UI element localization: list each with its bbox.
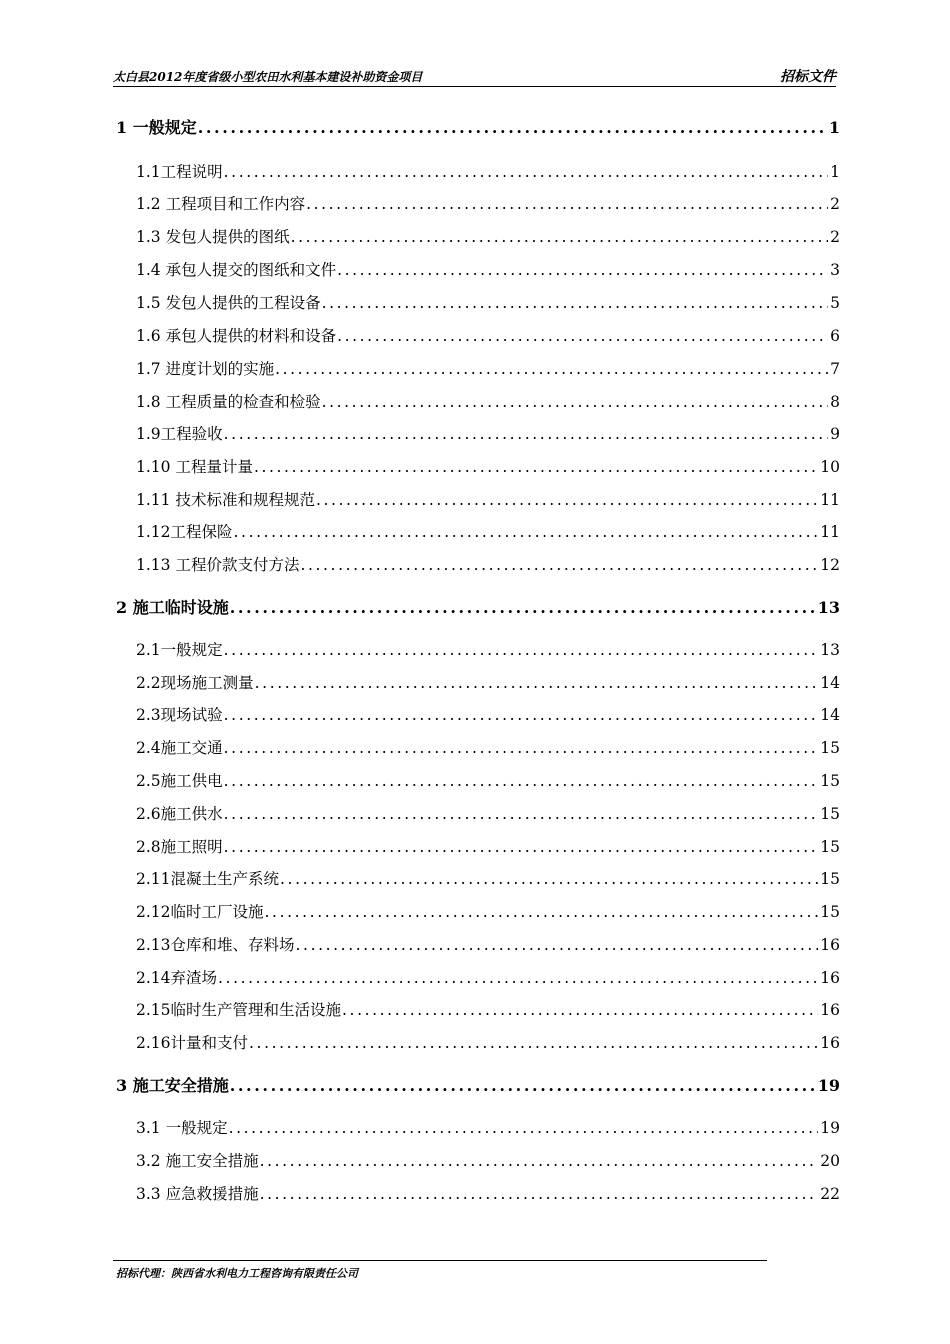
toc-chapter-entry[interactable] xyxy=(116,1074,840,1098)
toc-section-entry[interactable] xyxy=(136,703,840,727)
toc-dot-leader xyxy=(265,900,819,924)
toc-section-entry[interactable] xyxy=(136,736,840,760)
toc-page-number: 15 xyxy=(820,805,840,823)
toc-section-entry[interactable] xyxy=(136,291,840,315)
toc-page-number: 7 xyxy=(830,360,840,378)
toc-page-number: 9 xyxy=(830,425,840,443)
toc-page-number: 13 xyxy=(817,598,840,617)
header-project-title: 太白县2012年度省级小型农田水利基本建设补助资金项目 xyxy=(113,70,423,84)
toc-entry-title: 1.5 发包人提供的工程设备 xyxy=(136,294,321,312)
toc-section-entry[interactable] xyxy=(136,802,840,826)
toc-section-entry[interactable] xyxy=(136,867,840,891)
toc-section-entry[interactable] xyxy=(136,769,840,793)
toc-section-entry[interactable] xyxy=(136,324,840,348)
toc-section-entry[interactable] xyxy=(136,225,840,249)
toc-dot-leader xyxy=(316,488,818,512)
toc-entry-title: 2.3现场试验 xyxy=(136,706,223,724)
toc-entry-title: 3 施工安全措施 xyxy=(116,1076,229,1095)
toc-page-number: 16 xyxy=(820,969,840,987)
toc-dot-leader xyxy=(224,802,819,826)
toc-dot-leader xyxy=(306,192,828,216)
toc-page-number: 19 xyxy=(820,1119,840,1137)
toc-dot-leader xyxy=(291,225,829,249)
toc-dot-leader xyxy=(275,357,828,381)
toc-page-number: 15 xyxy=(820,870,840,888)
toc-section-entry[interactable] xyxy=(136,553,840,577)
toc-entry-title: 3.1 一般规定 xyxy=(136,1119,228,1137)
toc-entry-title: 1.12工程保险 xyxy=(136,523,233,541)
toc-page-number: 2 xyxy=(830,228,840,246)
toc-section-entry[interactable] xyxy=(136,520,840,544)
toc-page-number: 15 xyxy=(820,739,840,757)
toc-section-entry[interactable] xyxy=(136,455,840,479)
toc-dot-leader xyxy=(255,671,819,695)
toc-dot-leader xyxy=(224,160,828,184)
toc-entry-title: 2.5施工供电 xyxy=(136,772,223,790)
toc-section-entry[interactable] xyxy=(136,1182,840,1206)
toc-entry-title: 2.4施工交通 xyxy=(136,739,223,757)
toc-dot-leader xyxy=(230,1074,816,1098)
toc-page-number: 22 xyxy=(820,1185,840,1203)
toc-entry-title: 1.4 承包人提交的图纸和文件 xyxy=(136,261,337,279)
footer-divider xyxy=(113,1260,767,1261)
toc-entry-title: 1 一般规定 xyxy=(116,118,197,137)
toc-section-entry[interactable] xyxy=(136,835,840,859)
toc-dot-leader xyxy=(337,258,828,282)
toc-chapter-entry[interactable] xyxy=(116,116,840,140)
toc-entry-title: 3.2 施工安全措施 xyxy=(136,1152,259,1170)
toc-section-entry[interactable] xyxy=(136,390,840,414)
toc-page-number: 16 xyxy=(820,936,840,954)
toc-dot-leader xyxy=(260,1182,819,1206)
toc-page-number: 8 xyxy=(830,393,840,411)
toc-section-entry[interactable] xyxy=(136,966,840,990)
toc-section-entry[interactable] xyxy=(136,357,840,381)
toc-section-entry[interactable] xyxy=(136,671,840,695)
toc-chapter-entry[interactable] xyxy=(116,596,840,620)
toc-dot-leader xyxy=(300,553,818,577)
toc-entry-title: 2.8施工照明 xyxy=(136,838,223,856)
toc-section-entry[interactable] xyxy=(136,998,840,1022)
toc-section-entry[interactable] xyxy=(136,638,840,662)
toc-entry-title: 1.9工程验收 xyxy=(136,425,223,443)
toc-dot-leader xyxy=(249,1031,818,1055)
toc-entry-title: 2.11混凝土生产系统 xyxy=(136,870,280,888)
toc-dot-leader xyxy=(234,520,819,544)
toc-page-number: 16 xyxy=(820,1001,840,1019)
toc-dot-leader xyxy=(198,116,827,140)
toc-section-entry[interactable] xyxy=(136,422,840,446)
toc-entry-title: 1.10 工程量计量 xyxy=(136,458,253,476)
toc-page-number: 10 xyxy=(820,458,840,476)
toc-page-number: 14 xyxy=(820,706,840,724)
toc-page-number: 11 xyxy=(820,523,840,541)
toc-dot-leader xyxy=(224,736,819,760)
toc-dot-leader xyxy=(224,835,819,859)
toc-entry-title: 2.6施工供水 xyxy=(136,805,223,823)
footer-agency: 招标代理：陕西省水利电力工程咨询有限责任公司 xyxy=(116,1267,358,1280)
toc-entry-title: 2.12临时工厂设施 xyxy=(136,903,264,921)
toc-page-number: 1 xyxy=(830,163,840,181)
toc-section-entry[interactable] xyxy=(136,933,840,957)
toc-entry-title: 2.2现场施工测量 xyxy=(136,674,254,692)
header-document-type: 招标文件 xyxy=(780,69,836,85)
toc-dot-leader xyxy=(224,703,819,727)
toc-page-number: 11 xyxy=(820,491,840,509)
toc-page-number: 15 xyxy=(820,772,840,790)
toc-dot-leader xyxy=(224,638,819,662)
toc-page-number: 20 xyxy=(820,1152,840,1170)
toc-dot-leader xyxy=(224,769,819,793)
toc-entry-title: 1.2 工程项目和工作内容 xyxy=(136,195,306,213)
toc-dot-leader xyxy=(260,1149,819,1173)
toc-entry-title: 3.3 应急救援措施 xyxy=(136,1185,259,1203)
toc-entry-title: 2.16计量和支付 xyxy=(136,1034,249,1052)
toc-entry-title: 1.1工程说明 xyxy=(136,163,223,181)
toc-section-entry[interactable] xyxy=(136,1116,840,1140)
toc-entry-title: 2.14弃渣场 xyxy=(136,969,218,987)
toc-page-number: 15 xyxy=(820,838,840,856)
toc-section-entry[interactable] xyxy=(136,488,840,512)
toc-dot-leader xyxy=(224,422,828,446)
toc-page-number: 15 xyxy=(820,903,840,921)
toc-entry-title: 2.13仓库和堆、存料场 xyxy=(136,936,295,954)
toc-entry-title: 1.13 工程价款支付方法 xyxy=(136,556,300,574)
page-header xyxy=(113,66,836,87)
toc-page-number: 12 xyxy=(820,556,840,574)
toc-section-entry[interactable] xyxy=(136,1031,840,1055)
toc-dot-leader xyxy=(296,933,819,957)
toc-dot-leader xyxy=(280,867,818,891)
toc-dot-leader xyxy=(218,966,818,990)
toc-page-number: 5 xyxy=(830,294,840,312)
toc-dot-leader xyxy=(229,1116,819,1140)
toc-entry-title: 1.7 进度计划的实施 xyxy=(136,360,275,378)
toc-section-entry[interactable] xyxy=(136,1149,840,1173)
toc-entry-title: 2.1一般规定 xyxy=(136,641,223,659)
toc-page-number: 16 xyxy=(820,1034,840,1052)
toc-entry-title: 1.11 技术标准和规程规范 xyxy=(136,491,315,509)
toc-page-number: 2 xyxy=(830,195,840,213)
toc-entry-title: 1.8 工程质量的检查和检验 xyxy=(136,393,321,411)
toc-entry-title: 2 施工临时设施 xyxy=(116,598,229,617)
toc-entry-title: 2.15临时生产管理和生活设施 xyxy=(136,1001,342,1019)
toc-dot-leader xyxy=(322,291,829,315)
toc-dot-leader xyxy=(230,596,816,620)
toc-entry-title: 1.3 发包人提供的图纸 xyxy=(136,228,290,246)
toc-page-number: 1 xyxy=(828,118,840,137)
toc-page-number: 13 xyxy=(820,641,840,659)
toc-page-number: 6 xyxy=(830,327,840,345)
toc-section-entry[interactable] xyxy=(136,258,840,282)
toc-dot-leader xyxy=(254,455,818,479)
toc-section-entry[interactable] xyxy=(136,160,840,184)
toc-entry-title: 1.6 承包人提供的材料和设备 xyxy=(136,327,337,345)
toc-dot-leader xyxy=(337,324,828,348)
toc-page-number: 3 xyxy=(830,261,840,279)
toc-section-entry[interactable] xyxy=(136,900,840,924)
toc-dot-leader xyxy=(342,998,818,1022)
toc-section-entry[interactable] xyxy=(136,192,840,216)
toc-dot-leader xyxy=(322,390,829,414)
toc-page-number: 14 xyxy=(820,674,840,692)
toc-page-number: 19 xyxy=(817,1076,840,1095)
